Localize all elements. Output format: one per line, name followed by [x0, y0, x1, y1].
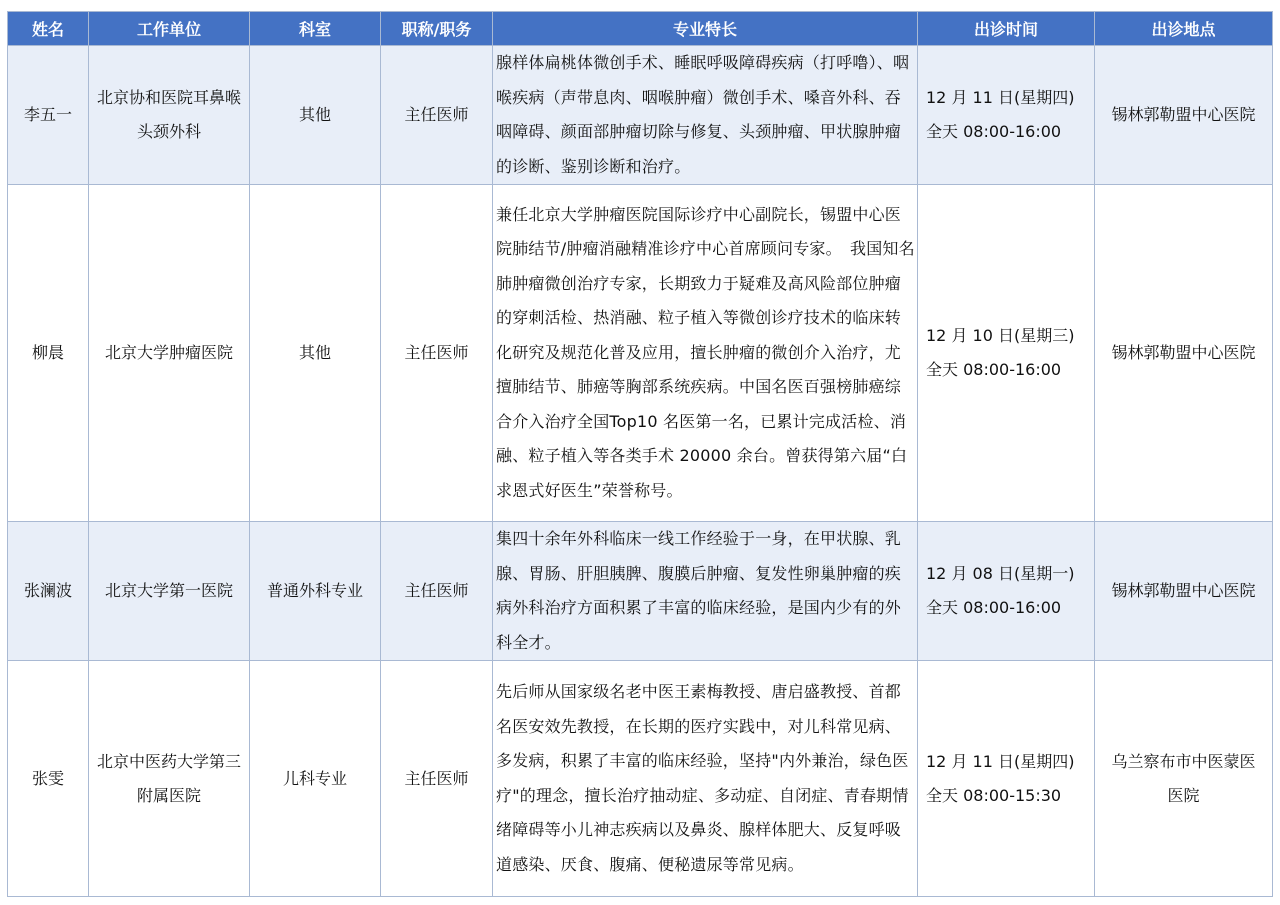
col-header-title: 职称/职务 [381, 12, 493, 46]
specialty: 兼任北京大学肿瘤医院国际诊疗中心副院长，锡盟中心医院肺结节/肿瘤消融精准诊疗中心首席顾问专家。 我国知名肺肿瘤微创治疗专家，长期致力于疑难及高风险部位肿瘤的穿刺活检、热消融、粒子植入等微创诊疗技术的临床转化研究及规范化普及应用，擅长肿瘤的微创介入治疗，尤擅肺结节、肺癌等胸部系统疾病。中国名医百强榜肺癌综合介入治疗全国Top10 名医第一名，已累计完成活检、消融、粒子植入等各类手术 20000 余台。曾获得第六届“白求恩式好医生”荣誉称号。 [493, 185, 918, 522]
clinic-location: 锡林郭勒盟中心医院 [1095, 522, 1273, 661]
clinic-date: 12 月 11 日(星期四) [926, 88, 1075, 107]
clinic-location: 锡林郭勒盟中心医院 [1095, 185, 1273, 522]
doctor-name: 张澜波 [8, 522, 89, 661]
col-header-specialty: 专业特长 [493, 12, 918, 46]
clinic-time [918, 46, 1095, 185]
table-row [8, 46, 1273, 185]
col-header-department: 科室 [250, 12, 381, 46]
department: 儿科专业 [250, 661, 381, 897]
table-row [8, 185, 1273, 522]
clinic-date: 12 月 08 日(星期一) [926, 564, 1075, 583]
clinic-hours: 全天 08:00-16:00 [926, 122, 1062, 141]
table-row [8, 661, 1273, 897]
col-header-clinic-time: 出诊时间 [918, 12, 1095, 46]
hospital: 北京大学肿瘤医院 [89, 185, 250, 522]
doctor-schedule-table [7, 11, 1273, 897]
clinic-date: 12 月 11 日(星期四) [926, 751, 1075, 771]
clinic-time [918, 185, 1095, 522]
doctor-name: 张雯 [8, 661, 89, 897]
clinic-location: 乌兰察布市中医蒙医医院 [1095, 661, 1273, 897]
specialty: 先后师从国家级名老中医王素梅教授、唐启盛教授、首都名医安效先教授，在长期的医疗实践中，对儿科常见病、多发病，积累了丰富的临床经验，坚持"内外兼治，绿色医疗"的理念，擅长治疗抽动症、多动症、自闭症、青春期情绪障碍等小儿神志疾病以及鼻炎、腺样体肥大、反复呼吸道感染、厌食、腹痛、便秘遗尿等常见病。 [493, 661, 918, 897]
specialty: 集四十余年外科临床一线工作经验于一身，在甲状腺、乳腺、胃肠、肝胆胰脾、腹膜后肿瘤、复发性卵巢肿瘤的疾病外科治疗方面积累了丰富的临床经验，是国内少有的外科全才。 [493, 522, 918, 661]
clinic-hours: 全天 08:00-16:00 [926, 360, 1062, 379]
clinic-time [918, 522, 1095, 661]
department: 其他 [250, 185, 381, 522]
doctor-name: 柳晨 [8, 185, 89, 522]
hospital: 北京协和医院耳鼻喉头颈外科 [89, 46, 250, 185]
table-header [8, 12, 1273, 46]
col-header-name: 姓名 [8, 12, 89, 46]
specialty: 腺样体扁桃体微创手术、睡眠呼吸障碍疾病（打呼噜）、咽喉疾病（声带息肉、咽喉肿瘤）微创手术、嗓音外科、吞咽障碍、颜面部肿瘤切除与修复、头颈肿瘤、甲状腺肿瘤的诊断、鉴别诊断和治疗。 [493, 46, 918, 185]
doctor-name: 李五一 [8, 46, 89, 185]
job-title: 主任医师 [381, 46, 493, 185]
department: 普通外科专业 [250, 522, 381, 661]
col-header-clinic-location: 出诊地点 [1095, 12, 1273, 46]
clinic-hours: 全天 08:00-15:30 [926, 785, 1062, 805]
clinic-location: 锡林郭勒盟中心医院 [1095, 46, 1273, 185]
clinic-date: 12 月 10 日(星期三) [926, 326, 1075, 345]
table-body [8, 46, 1273, 897]
job-title: 主任医师 [381, 661, 493, 897]
clinic-time [918, 661, 1095, 897]
department: 其他 [250, 46, 381, 185]
job-title: 主任医师 [381, 185, 493, 522]
table-row [8, 522, 1273, 661]
job-title: 主任医师 [381, 522, 493, 661]
hospital: 北京中医药大学第三附属医院 [89, 661, 250, 897]
hospital: 北京大学第一医院 [89, 522, 250, 661]
header-row [8, 12, 1273, 46]
col-header-hospital: 工作单位 [89, 12, 250, 46]
clinic-hours: 全天 08:00-16:00 [926, 598, 1062, 617]
